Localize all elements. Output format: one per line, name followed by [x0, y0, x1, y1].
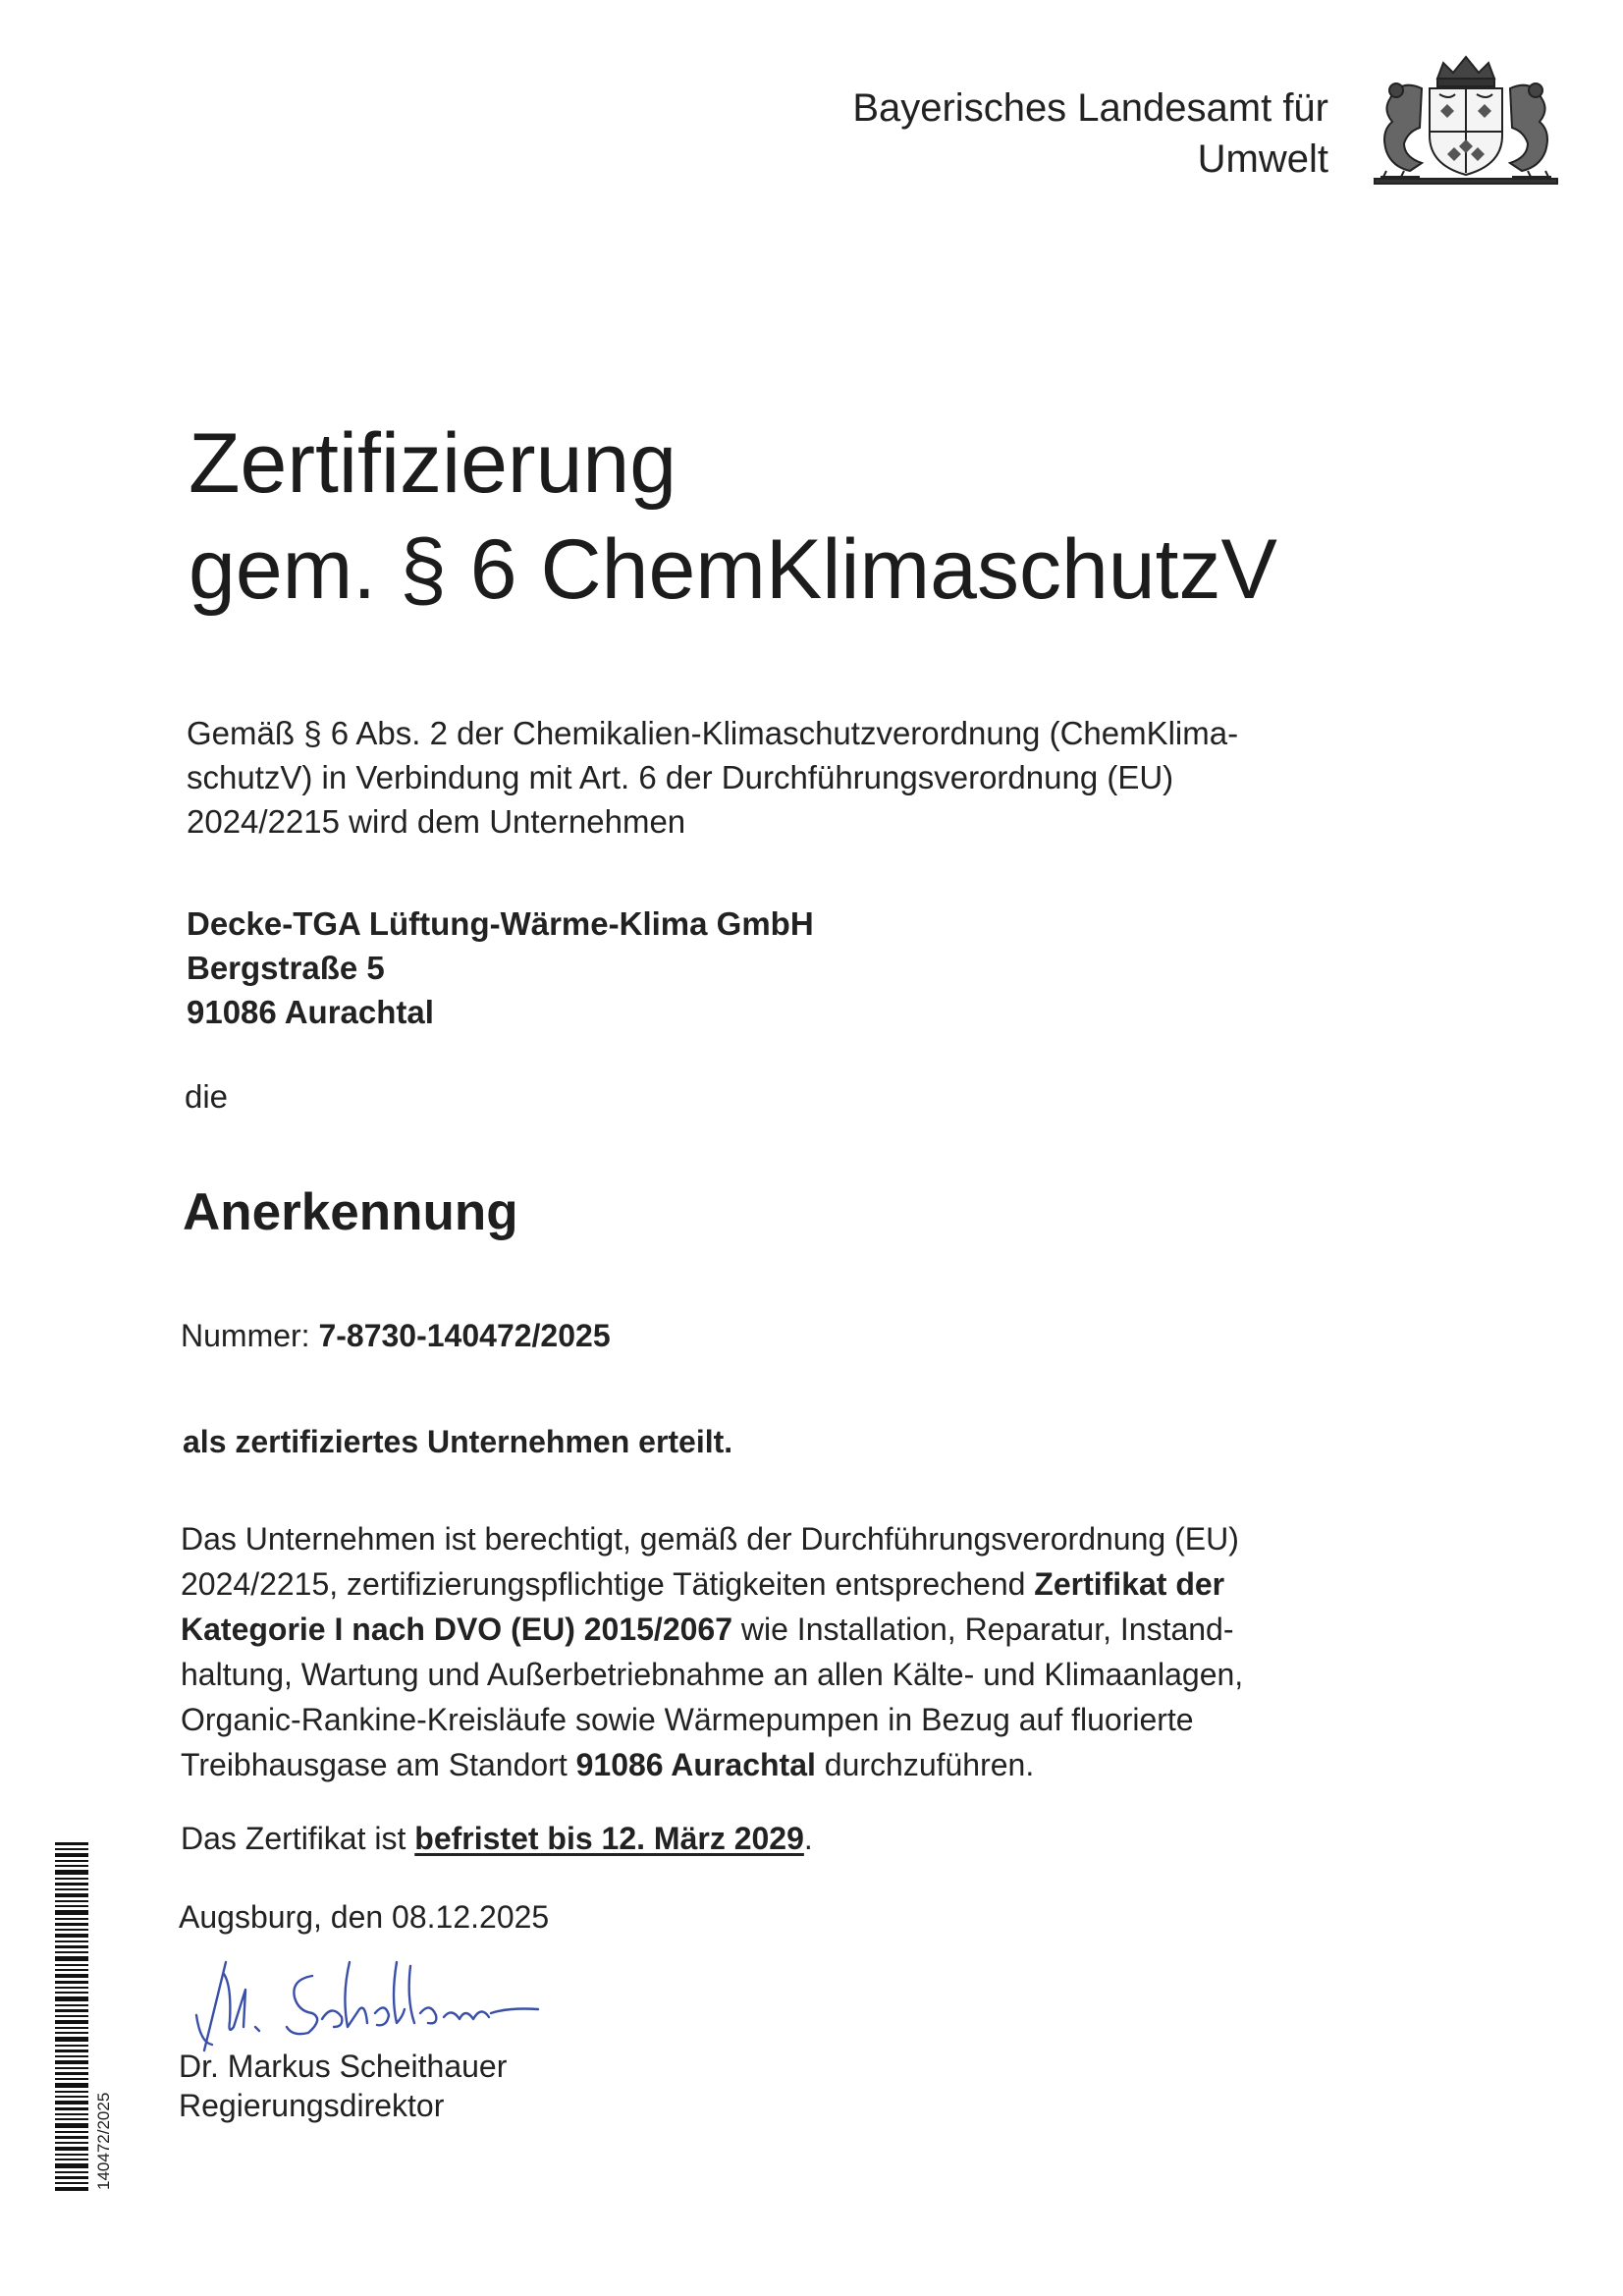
number-label: Nummer: — [181, 1318, 310, 1353]
validity-statement — [181, 1821, 813, 1857]
document-barcode — [55, 1842, 88, 2194]
intro-line2: schutzV) in Verbindung mit Art. 6 der Durchführungsverordnung (EU) — [187, 759, 1174, 795]
scope-line2-text: 2024/2215, zertifizierungspflichtige Tätigkeiten entsprechend — [181, 1566, 1035, 1602]
scope-line2 — [181, 1561, 1320, 1607]
scope-line3 — [181, 1607, 1320, 1652]
issuing-authority — [852, 82, 1328, 185]
bavarian-coat-of-arms-icon — [1361, 49, 1571, 187]
company-address-block — [187, 902, 814, 1034]
intro-line1: Gemäß § 6 Abs. 2 der Chemikalien-Klimaschutzverordnung (ChemKlima- — [187, 715, 1239, 751]
scope-line3-text: wie Installation, Reparatur, Instand- — [732, 1612, 1234, 1647]
validity-prefix: Das Zertifikat ist — [181, 1821, 415, 1856]
company-street: Bergstraße 5 — [187, 950, 385, 986]
scope-line6-end: durchzuführen. — [815, 1747, 1035, 1782]
recognition-heading: Anerkennung — [183, 1183, 518, 1241]
place-and-date: Augsburg, den 08.12.2025 — [179, 1899, 550, 1935]
signatory-name: Dr. Markus Scheithauer — [179, 2049, 508, 2084]
authority-name-line1: Bayerisches Landesamt für — [852, 86, 1328, 130]
company-name: Decke-TGA Lüftung-Wärme-Klima GmbH — [187, 905, 814, 942]
title-line2: gem. § 6 ChemKlimaschutzV — [189, 522, 1277, 617]
certified-statement: als zertifiziertes Unternehmen erteilt. — [183, 1424, 733, 1459]
scope-line6 — [181, 1742, 1320, 1787]
validity-suffix: . — [803, 1821, 813, 1856]
scope-paragraph — [181, 1516, 1320, 1787]
signatory-role: Regierungsdirektor — [179, 2088, 445, 2123]
authority-name-line2: Umwelt — [1197, 137, 1328, 181]
scope-line5: Organic-Rankine-Kreisläufe sowie Wärmepumpen in Bezug auf fluorierte — [181, 1702, 1194, 1737]
validity-expiry: befristet bis 12. März 2029 — [414, 1821, 804, 1856]
scope-line1: Das Unternehmen ist berechtigt, gemäß der Durchführungsverordnung (EU) — [181, 1521, 1239, 1557]
certificate-number — [181, 1318, 611, 1354]
title-line1: Zertifizierung — [189, 416, 677, 511]
scope-line2-bold: Zertifikat der — [1034, 1566, 1225, 1602]
intro-line3: 2024/2215 wird dem Unternehmen — [187, 803, 686, 840]
barcode-number: 140472/2025 — [94, 2092, 113, 2190]
certificate-title — [189, 410, 1277, 623]
intro-paragraph — [187, 711, 1267, 844]
connector-word: die — [185, 1078, 229, 1115]
number-value: 7-8730-140472/2025 — [318, 1318, 611, 1353]
scope-line3-bold: Kategorie I nach DVO (EU) 2015/2067 — [181, 1612, 732, 1647]
scope-line4: haltung, Wartung und Außerbetriebnahme an allen Kälte- und Klimaanlagen, — [181, 1657, 1244, 1692]
scope-line6-text: Treibhausgase am Standort — [181, 1747, 576, 1782]
scope-location: 91086 Aurachtal — [575, 1747, 816, 1782]
company-city: 91086 Aurachtal — [187, 994, 434, 1030]
signatory-block — [179, 2047, 507, 2125]
